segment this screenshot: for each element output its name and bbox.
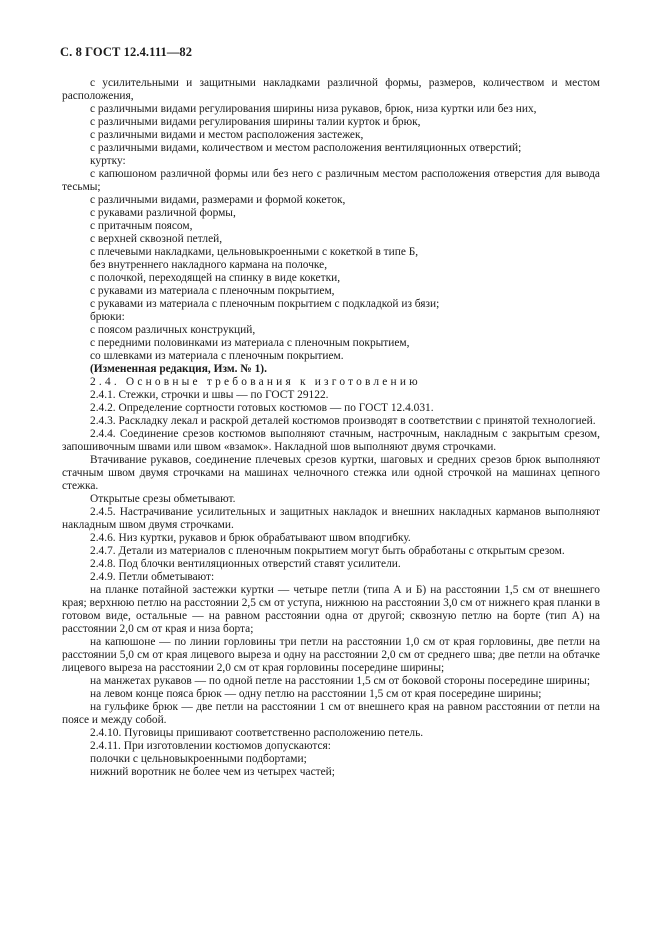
paragraph: на левом конце пояса брюк — одну петлю на расстоянии 1,5 см от края посередине ширины; — [90, 688, 542, 700]
paragraph: без внутреннего накладного кармана на полочке, — [90, 259, 328, 271]
paragraph: с рукавами из материала с пленочным покрытием, — [90, 285, 335, 297]
paragraph: с верхней сквозной петлей, — [90, 233, 223, 245]
paragraph: 2.4.3. Раскладку лекал и раскрой деталей костюмов производят в соответствии с принятой технологией. — [90, 415, 596, 427]
paragraph: с рукавами различной формы, — [90, 207, 236, 219]
paragraph: 2.4.7. Детали из материалов с пленочным покрытием могут быть обработаны с открытым срезом. — [90, 545, 565, 557]
paragraph: Открытые срезы обметывают. — [90, 493, 236, 505]
page-header: С. 8 ГОСТ 12.4.111—82 — [60, 45, 193, 59]
paragraph: с поясом различных конструкций, — [90, 324, 256, 336]
paragraph: с передними половинками из материала с пленочным покрытием, — [90, 337, 410, 349]
paragraph: 2.4.6. Низ куртки, рукавов и брюк обрабатывают швом вподгибку. — [90, 532, 411, 544]
paragraph: с усилительными и защитными накладками различной формы, размеров, количеством и местом расположения, — [62, 77, 600, 102]
paragraph: с различными видами регулирования ширины талии курток и брюк, — [90, 116, 421, 128]
paragraph: на гульфике брюк — две петли на расстоянии 1 см от внешнего края на равном расстоянии от петли на поясе и между собой. — [62, 701, 600, 726]
paragraph: на манжетах рукавов — по одной петле на расстоянии 1,5 см от боковой стороны посередине ширины; — [90, 675, 591, 687]
paragraph: со шлевками из материала с пленочным покрытием. — [90, 350, 344, 362]
paragraph: с притачным поясом, — [90, 220, 193, 232]
paragraph: 2.4.2. Определение сортности готовых костюмов — по ГОСТ 12.4.031. — [90, 402, 434, 414]
paragraph: с полочкой, переходящей на спинку в виде кокетки, — [90, 272, 341, 284]
paragraph: на капюшоне — по линии горловины три петли на расстоянии 1,0 см от края горловины, две петли на расстоянии 5,0 см от края лицевого выреза и одну на расстоянии 2,0 см от среднего шва; две петли на обтачке лицевого выреза на расстоянии 2,0 см от края горловины посередине ширины; — [62, 636, 600, 674]
paragraph: 2.4.9. Петли обметывают: — [90, 571, 215, 583]
paragraph: с различными видами, размерами и формой кокеток, — [90, 194, 346, 206]
paragraph: 2.4.4. Соединение срезов костюмов выполняют стачным, настрочным, накладным с закрытым срезом, запошивочным швами или швом «взамок». Накладной шов выполняют двумя строчками. — [62, 428, 600, 453]
section-heading: 2.4. Основные требования к изготовлению — [90, 376, 421, 388]
paragraph: с капюшоном различной формы или без него с различным местом расположения отверстия для вывода тесьмы; — [62, 168, 600, 193]
paragraph: с различными видами, количеством и местом расположения вентиляционных отверстий; — [90, 142, 522, 154]
paragraph: с плечевыми накладками, цельновыкроенными с кокеткой в типе Б, — [90, 246, 419, 258]
paragraph: с рукавами из материала с пленочным покрытием с подкладкой из бязи; — [90, 298, 440, 310]
paragraph: с различными видами регулирования ширины низа рукавов, брюк, низа куртки или без них, — [90, 103, 537, 115]
paragraph: 2.4.5. Настрачивание усилительных и защитных накладок и внешних накладных карманов выполняют накладным швом двумя строчками. — [62, 506, 600, 531]
paragraph: 2.4.8. Под блочки вентиляционных отверстий ставят усилители. — [90, 558, 401, 570]
paragraph: куртку: — [90, 155, 126, 167]
amendment-note: (Измененная редакция, Изм. № 1). — [90, 363, 267, 375]
paragraph: брюки: — [90, 311, 125, 323]
document-body — [62, 77, 600, 779]
paragraph: нижний воротник не более чем из четырех частей; — [90, 766, 335, 778]
paragraph: 2.4.10. Пуговицы пришивают соответственно расположению петель. — [90, 727, 424, 739]
paragraph: с различными видами и местом расположения застежек, — [90, 129, 364, 141]
paragraph: 2.4.11. При изготовлении костюмов допускаются: — [90, 740, 331, 752]
paragraph: полочки с цельновыкроенными подбортами; — [90, 753, 307, 765]
paragraph: 2.4.1. Стежки, строчки и швы — по ГОСТ 29122. — [90, 389, 329, 401]
paragraph: на планке потайной застежки куртки — четыре петли (типа А и Б) на расстоянии 1,5 см от внешнего края; верхнюю петлю на расстоянии 2,5 см от уступа, нижнюю на расстоянии 3,0 см от нижнего края планки в готовом виде, остальные — на равном расстоянии одна от другой; сквозную петлю на борте (тип А) на расстоянии 2,0 см от края и низа борта; — [62, 584, 600, 635]
paragraph: Втачивание рукавов, соединение плечевых срезов куртки, шаговых и средних срезов брюк выполняют стачным швом двумя строчками на машинах челночного стежка или одной строчкой на машинах цепного стежка. — [62, 454, 600, 492]
